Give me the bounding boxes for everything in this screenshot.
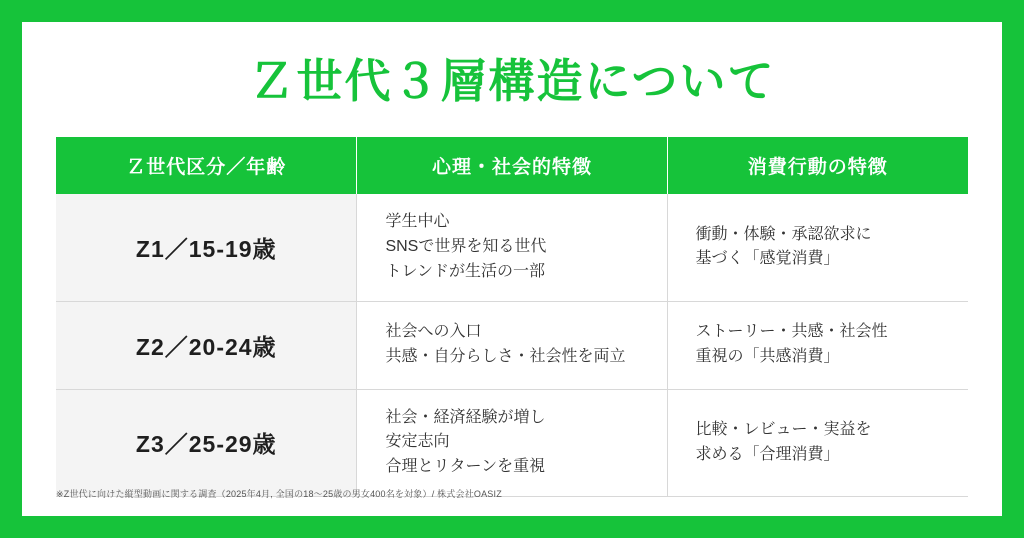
consumption-cell-z1 xyxy=(667,194,968,301)
psych-line: 社会への入口 xyxy=(385,323,482,341)
segment-label-z2: Z2／20-24歳 xyxy=(56,301,357,389)
psych-cell-z2 xyxy=(357,301,667,389)
table-header xyxy=(56,137,968,194)
segment-label-z1: Z1／15-19歳 xyxy=(56,194,357,301)
consumption-line: 比較・レビュー・実益を xyxy=(695,420,872,438)
column-header-consumption: 消費行動の特徴 xyxy=(667,137,968,194)
psych-line: トレンドが生活の一部 xyxy=(385,262,546,280)
consumption-cell-z3 xyxy=(667,389,968,496)
consumption-line: 求める「合理消費」 xyxy=(695,445,840,463)
generation-table xyxy=(56,137,968,497)
psych-line: 共感・自分らしさ・社会性を両立 xyxy=(385,348,626,366)
segment-label-z3: Z3／25-29歳 xyxy=(56,389,357,496)
table-header-row xyxy=(56,137,968,194)
consumption-line: 基づく「感覚消費」 xyxy=(695,250,840,268)
table-row xyxy=(56,301,968,389)
table-container xyxy=(56,137,968,497)
psych-cell-z3 xyxy=(357,389,667,496)
psych-line: 安定志向 xyxy=(385,433,450,451)
table-body xyxy=(56,194,968,496)
footnote: ※Z世代に向けた縦型動画に関する調査（2025年4月, 全国の18〜25歳の男女400名を対象）/ 株式会社OASIZ xyxy=(56,489,502,499)
psych-line: 合理とリターンを重視 xyxy=(385,458,546,476)
slide-canvas xyxy=(22,22,1002,516)
column-header-segment: Ｚ世代区分／年齢 xyxy=(56,137,357,194)
psych-line: 社会・経済経験が増し xyxy=(385,408,546,426)
table-row xyxy=(56,389,968,496)
column-header-psych: 心理・社会的特徴 xyxy=(357,137,667,194)
consumption-cell-z2 xyxy=(667,301,968,389)
page-title: Ｚ世代３層構造について xyxy=(248,55,776,107)
consumption-line: 衝動・体験・承認欲求に xyxy=(695,225,872,243)
psych-cell-z1 xyxy=(357,194,667,301)
psych-line: SNSで世界を知る世代 xyxy=(385,237,547,255)
table-row xyxy=(56,194,968,301)
psych-line: 学生中心 xyxy=(385,213,450,231)
consumption-line: ストーリー・共感・社会性 xyxy=(695,323,888,341)
consumption-line: 重視の「共感消費」 xyxy=(695,348,840,366)
